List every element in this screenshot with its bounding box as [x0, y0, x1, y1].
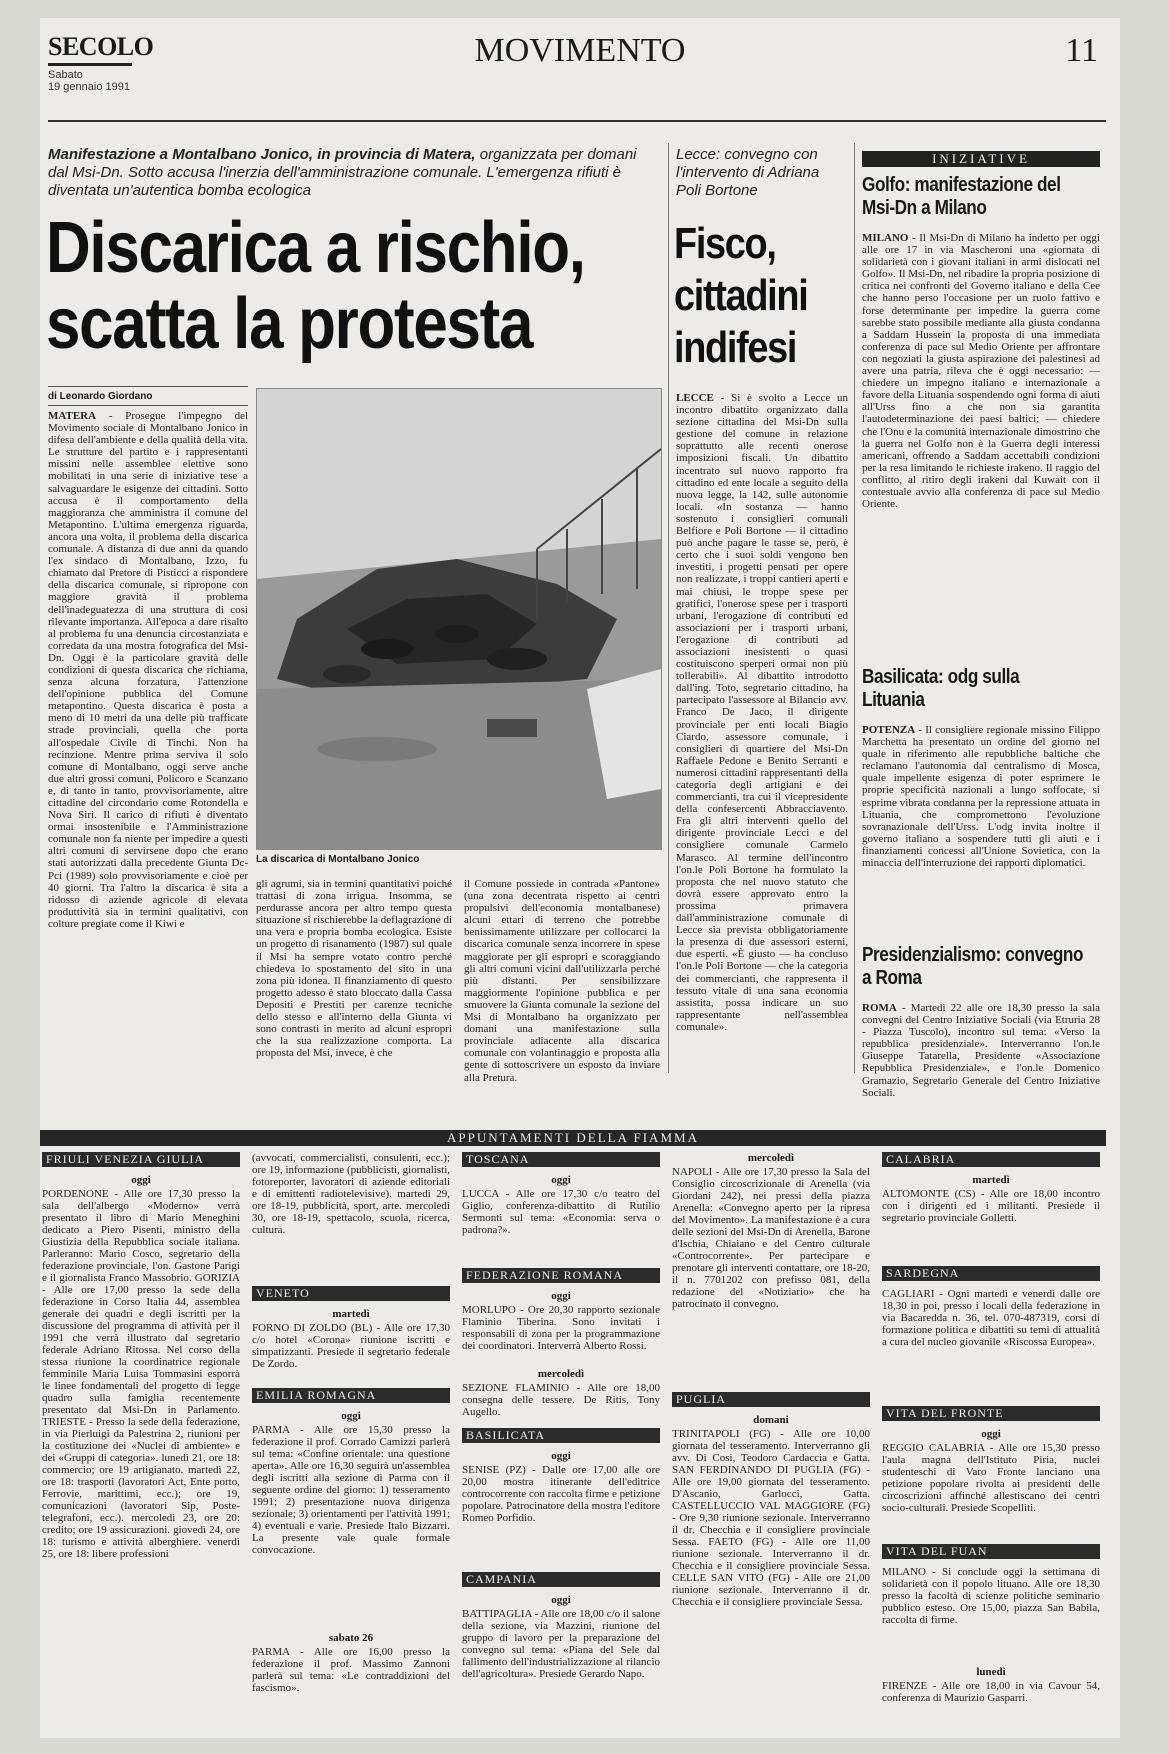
- main-col3-text: il Comune possiede in contrada «Pantone» (una zona decentrata rispetto ai centri propulsivi dell'economia montalbanese) alcuni ettari di terreno che potrebbe benissimamente utilizzare per collocarci la discarica comunale senza incorrere in spese maggiorate per gli espropri e scoraggiando gli altri comuni vicini dall'utilizzarla perché più distanti. Per sensibilizzare maggiormente l'opinione pubblica e per smuovere la Giunta comunale la sezione del Msi di Montalbano ha organizzato per domani una manifestazione sulla provinciale adiacente alla discarica comunale con volantinaggio e proposta alla gente di sottoscrivere un esposto da inviare alla Pretura.: [464, 878, 660, 1084]
- photo-caption: La discarica di Montalbano Jonico: [256, 854, 420, 865]
- main-kicker-rest: organizzata per domani dal Msi-Dn. Sotto accusa l'inerzia dell'amministrazione comunale. L'emergenza rifiuti è diventata un'autentica bomba ecologica: [48, 146, 637, 199]
- sidebar-dateline-roma: ROMA: [862, 1002, 897, 1014]
- column-divider-2: [854, 143, 855, 1073]
- day-veneto: martedì: [332, 1308, 370, 1320]
- region-sardegna: SARDEGNA: [882, 1266, 1100, 1281]
- main-column-3: [464, 878, 660, 1084]
- section-title: MOVIMENTO: [474, 32, 686, 69]
- region-puglia: PUGLIA: [672, 1392, 870, 1407]
- newspaper-page: [40, 18, 1120, 1738]
- appointments-napoli-text: NAPOLI - Alle ore 17,30 presso la Sala del Consiglio circoscrizionale di Arenella (via Giordani 242), nei pressi della piazza Arenella: «Convegno aperto per la ripresa del Movimento». La manifestazione è a cura delle sezioni del Msi-Dn di Arenella, Barone d'Ischia, Chiaiano e del Centro culturale «Controcorrente». Per partecipare e prenotare gli interventi contattare, ore 18-20, il n. 7701202 con prefisso 081, della redazione del «Notiziario» che ha patrocinato il convegno.: [672, 1166, 870, 1310]
- logo-underline: [48, 63, 132, 66]
- sidebar-body-lituania: - Il consigliere regionale missino Filippo Marchetta ha presentato un ordine del giorno nel quale in riferimento alle repubbliche baltiche che reclamano l'autonomia dal centralismo di Mosca, quale impellente esigenza di poter esprimere le proprie specificità nazionali a lungo soffocate, si esprime vibrata condanna per la repressione attuata in Lituania, che compromettono l'evoluzione sovranazionale dell'Urss. L'odg invita inoltre il governo italiano a sospendere tutti gli aiuti e i finanziamenti concessi all'Unione Sovietica, con la minaccia dell'interruzione dei rapporti diplomatici.: [862, 724, 1100, 870]
- appointments-vita-del-fronte-text: REGGIO CALABRIA - Alle ore 15,30 presso l'aula magna dell'Istituto Piria, nuclei studenteschi di Varo Fronte lanciano una petizione popolare rivolta ai presidenti delle circoscrizioni affinché allestiscano dei centri socio-culturali. Presiede Scopelliti.: [882, 1442, 1100, 1514]
- main-col2-text: gli agrumi, sia in termini quantitativi poiché trattasi di zona irrigua. Insomma, se perdurasse ancora per altro tempo questa situazione si rischierebbe la deflagrazione di una vera e propria bomba ecologica. Esiste un progetto di risanamento (1987) sul quale il Msi ha sempre votato contro perché chiedeva lo spostamento del sito in una zona più idonea. Il finanziamento di questo progetto adesso è stato bloccato dalla Cassa Depositi e Prestiti per carenze tecniche dello stesso e all'interno della Giunta vi sono contrasti in merito ad alcuni espropri che la sua realizzazione comporta. La proposta del Msi, invece, è che: [256, 878, 452, 1060]
- sidebar-dateline-lituania: POTENZA: [862, 724, 916, 736]
- masthead-date: 19 gennaio 1991: [48, 81, 130, 93]
- appointments-roma-text-1: MORLUPO - Ore 20,30 rapporto sezionale Flaminio Tiberina. Sono invitati i responsabili di zona per la programmazione dei coordinatori. Interverrà Alberto Rossi.: [462, 1304, 660, 1352]
- fisco-column: [676, 392, 848, 1072]
- appointments-veneto-text: FORNO DI ZOLDO (BL) - Alle ore 17,30 c/o hotel «Corona» riunione iscritti e simpatizzanti. Presiede il segretario federale De Zordo.: [252, 1322, 450, 1370]
- sidebar-headline-lituania: Basilicata: odg sulla Lituania: [862, 666, 1020, 711]
- appointments-vita-del-fuan-text: MILANO - Si conclude oggi la settimana di solidarietà con il popolo lituano. Alle ore 18,30 presso la facoltà di scienze politiche seminario pubblico esteso. Ore 15,00, piazza San Babila, raccolta di firme.: [882, 1566, 1100, 1626]
- main-dateline: MATERA: [48, 410, 97, 422]
- landfill-photo: [256, 388, 662, 850]
- region-emilia-romagna: EMILIA ROMAGNA: [252, 1388, 450, 1403]
- main-headline-line-2: scatta la protesta: [46, 284, 533, 364]
- main-column-1: [48, 410, 248, 1072]
- appointments-toscana-text: LUCCA - Alle ore 17,30 c/o teatro del Giglio, conferenza-dibattito di Rutilio Sermonti sul tema: «Economia: serva o padrona?».: [462, 1188, 660, 1236]
- sidebar-text-lituania: [862, 724, 1100, 940]
- appointments-friuli-text: PORDENONE - Alle ore 17,30 presso la sala dell'albergo «Moderno» verrà presentato il libro di Mario Meneghini dedicato a Piero Pisenti, ministro della Giustizia della Repubblica sociale italiana. Parleranno: Mario Cosco, segretario della federazione provinciale, l'on. Gastone Parigi e il giornalista Franco Massobrio. GORIZIA - Alle ore 17,00 presso la sede della federazione in Corso Italia 44, assemblea generale dei quadri e degli iscritti per la discussione del programma di attività per il 1991 che verrà illustrato dal segretario federale Adriano Ritossa. Nel corso della stessa riunione la coordinatrice regionale femminile Maria Luisa Tommasini esporrà le linee fondamentali del progetto di legge quadro sulla famiglia recentemente presentato dal Msi-Dn in Parlamento. TRIESTE - Presso la sede della federazione, in via Pierluigi da Palestrina 2, riunioni per la costituzione dei «Nuclei di ambiente» e dei «Gruppi di categoria». lunedì 21, ore 18: commercio; ore 19 artigianato. martedì 22, ore 18: trasporti (lavoratori Act, Ente porto, Ferrovie, marittimi, ecc.); ore 19, comunicazioni (lavoratori Sip, Poste-telegrafoni, ecc.). mercoledì 23, ore 20: credito; ore 19 assicurazioni. giovedì 24, ore 18: turismo e attività alberghiere. venerdì 25, ore 18: libere professioni: [42, 1188, 240, 1560]
- appointments-emilia-text-2: PARMA - Alle ore 16,00 presso la federazione il prof. Massimo Zannoni parlerà sul tema: «Le contraddizioni del fascismo».: [252, 1646, 450, 1694]
- day-friuli: oggi: [131, 1174, 151, 1186]
- appointments-campania-text: BATTIPAGLIA - Alle ore 18,00 c/o il salone della sezione, via Mazzini, riunione del gruppo di lavoro per la preparazione del convegno sul tema: «Piana del Sele dal fallimento dell'industrializzazione al rilancio dell'agricoltura». Presiede Gerardo Napo.: [462, 1608, 660, 1680]
- byline: di Leonardo Giordano: [48, 391, 153, 402]
- sidebar-text-golfo: [862, 232, 1100, 660]
- day-roma-1: oggi: [551, 1290, 571, 1302]
- masthead-rule: [48, 120, 1106, 122]
- sidebar-dateline-golfo: MILANO: [862, 232, 909, 244]
- day-emilia-2: sabato 26: [328, 1632, 374, 1644]
- main-column-2: [256, 878, 452, 1072]
- appointments-col2-top: (avvocati, commercialisti, consulenti, ecc.); ore 19, informazione (pubblicisti, giornalisti, fotoreporter, lavoratori di aziende editoriali e di emittenti radiotelevisive). martedì 29, ore 18-19, pubblicità, sport, arte. mercoledì 30, ore 18-19, spettacolo, scuola, ricerca, cultura.: [252, 1152, 450, 1236]
- main-col1-text: - Prosegue l'impegno del Movimento sociale di Montalbano Jonico in difesa dell'ambiente e della qualità della vita. Le strutture del partito e i rappresentanti missini nelle assemblee elettive sono mobilitati in una serie di iniziative tese a salvaguardare le esigenze dei cittadini. Sotto accusa è il comportamento della maggioranza che amministra il comune del Metapontino. L'ultima emergenza riguarda, ancora una volta, il problema della discarica comunale. A distanza di due anni da quando l'ex sindaco di Montalbano, Izzo, fu chiamato dal Pretore di Pisticci a rispondere della discarica comunale, si ripropone con maggiore gravità il problema dell'inadeguatezza di una struttura di così rilevante importanza. All'epoca a dare risalto al problema fu una denuncia circostanziata e corredata da una mostra fotografica del Msi-Dn. Oggi è la particolare gravità delle condizioni di questa discarica che richiama, senza alcuna forzatura, l'attenzione dell'opinione pubblica del Comune metapontino. Questa discarica è posta a meno di 10 metri da una delle più trafficate strade provinciali, quella che porta all'ospedale Civile di Tinchi. Non ha recinzione. Mentre prima serviva il solo comune di Montalbano, oggi serve anche due altri grossi comuni, Policoro e Scanzano e, di tanto in tanto, provvisoriamente, altre cittadine del circondario come Rotondella e Nova Siri. Il carico di rifiuti è diventato ormai insostenibile e l'Amministrazione comunale non fa niente per impedire a questi altri comuni di servirsene dopo che erano stati autorizzati dalla precedente Giunta Dc-Pci (1989) solo provvisoriamente e cioè per 40 giorni. Tra l'altro la discarica è sita a ridosso di aziende agricole di elevata produttività sia in termini qualitativi, con colture pregiate come il Kiwi e: [48, 410, 249, 930]
- sidebar-text-roma: [862, 1002, 1101, 1099]
- appointments-calabria-text: ALTOMONTE (CS) - Alle ore 18,00 incontro con i dirigenti ed i militanti. Presiede il segretario provinciale Golletti.: [882, 1188, 1100, 1224]
- region-toscana: TOSCANA: [462, 1152, 660, 1167]
- appointments-roma-text-2: SEZIONE FLAMINIO - Alle ore 18,00 consegna delle tessere. De Ritis, Tony Augello.: [462, 1382, 660, 1418]
- region-vita-del-fronte: VITA DEL FRONTE: [882, 1406, 1100, 1421]
- iniziative-banner: INIZIATIVE: [862, 151, 1100, 167]
- appointments-firenze-text: FIRENZE - Alle ore 18,00 in via Cavour 54, conferenza di Maurizio Gasparri.: [882, 1680, 1100, 1704]
- fisco-dateline: LECCE: [676, 392, 714, 404]
- main-kicker: [48, 146, 648, 200]
- fisco-text: - Si è svolto a Lecce un incontro dibattito organizzato dalla sezione cittadina del Msi-Dn sulla gestione del comune in relazione soprattutto alle recenti onerose imposizioni fiscali. Un dibattito incentrato sul nuovo rapporto fra cittadino ed ente locale a seguito della nuova legge, la 142, sulle autonomie locali. «In sostanza — hanno sostenuto i consiglieri comunali Belfiore e Poli Bortone — il cittadino può anche pagare le tasse se, però, è certo che i suoi soldi vengono ben investiti, i progetti pensati per opere non realizzate, i troppi cantieri aperti e mai chiusi, le troppe spese per gratifici, l'onerose spese per i trasporti urbani, l'erogazione di contributi ed associazioni per i trasporti urbani, l'erogazione di contributi ad associazioni inesistenti o quasi costituiscono sperperi ormai non più tollerabili». Al dibattito introdotto dall'ing. Toto, segretario cittadino, ha partecipato l'assessore al Bilancio avv. Franco De Jaco, il dirigente provinciale per enti locali Biagio Ciardo, assessore comunale, i consiglieri di quartiere del Msi-Dn Raffaele Pedone e Benito Serranti e numerosi cittadini rappresentanti della categoria degli artigiani e dei commercianti, tra cui il vicepresidente della confesercenti Abbracciavento. Fra gli altri interventi quello del dirigente provinciale Lecci e del consigliere comunale Carmelo Marasco. Al termine dell'incontro l'on.le Poli Bortone ha formulato la proposta che nel nuovo statuto che dovrà essere approvato entro la prossima primavera dall'amministrazione comunale di Lecce sia prevista obbligatoriamente la presenza di due assessori esterni, due esperti. «È giusto — ha concluso l'on.le Poli Bortone — che la categoria dei commercianti, che rappresenta il tessuto vitale di una sana economia assistita, possa indicare un suo rappresentante nell'assemblea comunale».: [676, 392, 848, 1033]
- sidebar-body-roma: - Martedì 22 alle ore 18,30 presso la sala convegni del Centro Iniziative Sociali (via Etruria 28 - Piazza Tuscolo), incontro sul tema: «Verso la repubblica presidenziale». Interverranno l'on.le Giuseppe Tatarella, Presidente «Associazione Repubblica Presidenziale», e l'on.le Domenico Gramazio, Segretario Generale del Centro Iniziative Sociali.: [862, 1002, 1101, 1099]
- day-napoli: mercoledì: [747, 1152, 795, 1164]
- region-federazione-romana: FEDERAZIONE ROMANA: [462, 1268, 660, 1283]
- fisco-kicker: Lecce: convegno con l'intervento di Adriana Poli Bortone: [676, 146, 820, 199]
- region-vita-del-fuan: VITA DEL FUAN: [882, 1544, 1100, 1559]
- day-campania: oggi: [551, 1594, 571, 1606]
- column-divider: [668, 143, 669, 1073]
- appointments-basilicata-text: SENISE (PZ) - Dalle ore 17,00 alle ore 20,00 mostra itinerante dell'editrice controcorrente con raccolta firme e petizione popolare. Patrocinatore della mostra l'editore Romeo Porfidio.: [462, 1464, 660, 1524]
- appointments-banner: APPUNTAMENTI DELLA FIAMMA: [40, 1130, 1106, 1146]
- main-kicker-bold: Manifestazione a Montalbano Jonico, in provincia di Matera,: [48, 146, 476, 163]
- main-headline-line-1: Discarica a rischio,: [46, 208, 585, 288]
- sidebar-headline-roma: Presidenzialismo: convegno a Roma: [862, 944, 1084, 989]
- fisco-headline-line-1: Fisco,: [674, 219, 776, 268]
- region-friuli: FRIULI VENEZIA GIULIA: [42, 1152, 240, 1167]
- region-basilicata: BASILICATA: [462, 1428, 660, 1443]
- byline-rule: [48, 386, 248, 387]
- newspaper-logo: SECOLO: [48, 32, 154, 61]
- region-calabria: CALABRIA: [882, 1152, 1100, 1167]
- region-campania: CAMPANIA: [462, 1572, 660, 1587]
- appointments-sardegna-text: CAGLIARI - Ogni martedì e venerdì dalle ore 18,30 in poi, presso i locali della federazione in via Bacaredda n. 36, tel. 070-487319, corsi di formazione politica e dibattiti su temi di attualità a cura del nucleo giovanile «Riscossa Europea».: [882, 1288, 1100, 1348]
- day-toscana: oggi: [551, 1174, 571, 1186]
- appointments-puglia-text: TRINITAPOLI (FG) - Alle ore 10,00 giornata del tesseramento. Interverranno gli avv. Di Cosi, Teodoro Cardaccia e Gatta. SAN FERDINANDO DI PUGLIA (FG) - Alle ore 19,00 giornata del tesseramento. D'Ascanio, Garlocci, Gatta. CASTELLUCCIO VAL MAGGIORE (FG) - Ore 9,30 riunione sezionale. Interverranno il dr. Checchia e il consigliere provinciale Sessa. FAETO (FG) - Alle ore 11,00 riunione sezionale. Interverranno il dr. Checchia e il consigliere provinciale Sessa. CELLE SAN VITO (FG) - Alle ore 21,00 riunione sezionale. Interverranno il dr. Checchia e il consigliere provinciale Sessa.: [672, 1428, 870, 1608]
- day-vita-del-fronte: oggi: [981, 1428, 1001, 1440]
- day-roma-2: mercoledì: [537, 1368, 585, 1380]
- sidebar-body-golfo: - Il Msi-Dn di Milano ha indetto per oggi alle ore 17 in via Mascheroni una «giornata di solidarietà con i giovani italiani in armi dislocati nel Golfo». Il Msi-Dn, nel ribadire la propria posizione di critica nei confronti del Governo italiano e della Cee che hanno perso l'occasione per un ruolo fattivo e forse determinante per impedire la guerra come sarebbe stato possibile mediante alla giusta condanna a Saddam Hussein la proposta di una immediata conferenza di pace sul Medio Oriente per affrontare con negoziati la giusta aspirazione dei palestinesi ad avere una patria, rileva che è oggi necessario: — chiedere un impegno italiano e internazionale a favore della Lituania sospendendo ogni forma di aiuti all'Urss fino a che non sia garantita l'autodeterminazione dei paesi baltici; — chiedere che l'Onu e la comunità internazionale dimostrino che la guerra nel Golfo non è la Guerra degli interessi americani, offrendo a Saddam accettabili condizioni per la resa limitando le richieste irakeno. Il raggio del conflitto, al ritiro degli irakeni dal Kuwait con il contestuale avvio alla conferenza di pace sul Medio Oriente.: [862, 232, 1100, 511]
- day-emilia-1: oggi: [341, 1410, 361, 1422]
- sidebar-headline-golfo: Golfo: manifestazione del Msi-Dn a Milano: [862, 174, 1061, 219]
- day-puglia: domani: [753, 1414, 789, 1426]
- day-firenze: lunedì: [976, 1666, 1006, 1678]
- fisco-headline-line-2: cittadini: [674, 271, 808, 320]
- page-number: 11: [1065, 32, 1098, 69]
- appointments-emilia-text-1: PARMA - Alle ore 15,30 presso la federazione il prof. Corrado Camizzi parlerà sul tema: «Confine orientale: una questione aperta». Alle ore 16,30 seguirà un'assemblea degli iscritti alla sezione di Parma con il seguente ordine del giorno: 1) tesseramento 1991; 2) presentazione nuova dirigenza sezionale; 3) orientamenti per l'attività 1991; 4) eventuali e varie. Presiede Italo Bizzarri. La presente vale quale formale convocazione.: [252, 1424, 450, 1556]
- landfill-photo-drawing: [257, 389, 661, 849]
- region-veneto: VENETO: [252, 1286, 450, 1301]
- day-basilicata: oggi: [551, 1450, 571, 1462]
- fisco-headline-line-3: indifesi: [674, 323, 797, 372]
- day-calabria: martedì: [972, 1174, 1010, 1186]
- byline-rule-bottom: [48, 405, 248, 406]
- masthead-day: Sabato: [48, 69, 83, 81]
